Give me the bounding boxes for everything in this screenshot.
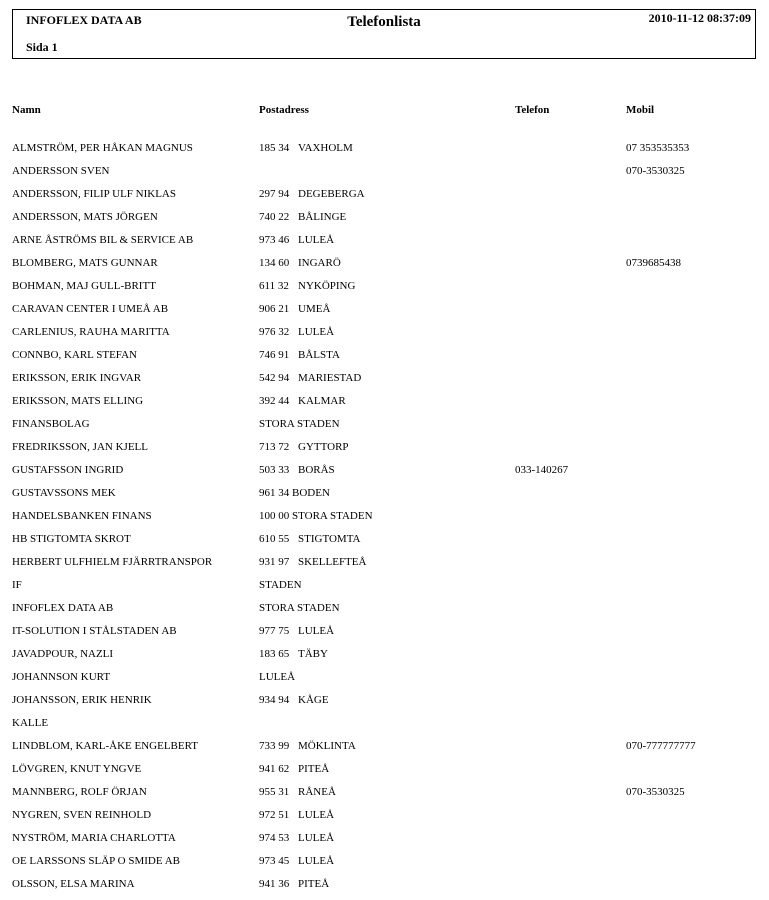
- postal-code: 713 72: [259, 441, 290, 453]
- contact-name: LINDBLOM, KARL-ÅKE ENGELBERT: [12, 740, 199, 752]
- postal-city: KALMAR: [298, 395, 346, 407]
- report-header: [12, 9, 756, 59]
- contact-name: OE LARSSONS SLÄP O SMIDE AB: [12, 855, 180, 867]
- mobile-number: 0739685438: [626, 257, 681, 269]
- contact-name: CONNBO, KARL STEFAN: [12, 349, 137, 361]
- postal-code: 977 75: [259, 625, 290, 637]
- postal-city: RÅNEÅ: [298, 786, 336, 798]
- table-row: [0, 394, 769, 417]
- contact-name: IF: [12, 579, 22, 591]
- table-row: [0, 325, 769, 348]
- contact-name: ANDERSSON, MATS JÖRGEN: [12, 211, 158, 223]
- postal-code: 503 33: [259, 464, 290, 476]
- contact-name: GUSTAVSSONS MEK: [12, 487, 116, 499]
- contact-name: ANDERSSON, FILIP ULF NIKLAS: [12, 188, 176, 200]
- table-row: [0, 302, 769, 325]
- table-row: [0, 785, 769, 808]
- table-row: [0, 877, 769, 900]
- mobile-number: 070-777777777: [626, 740, 696, 752]
- postal-city: DEGEBERGA: [298, 188, 365, 200]
- postal-code: 392 44: [259, 395, 290, 407]
- contact-name: CARLENIUS, RAUHA MARITTA: [12, 326, 170, 338]
- table-row: [0, 440, 769, 463]
- table-row: [0, 187, 769, 210]
- postal-code: 941 36: [259, 878, 290, 890]
- table-row: [0, 256, 769, 279]
- postal-city: LULEÅ: [298, 625, 335, 637]
- postal-city: NYKÖPING: [298, 280, 356, 292]
- contact-name: ARNE ÅSTRÖMS BIL & SERVICE AB: [12, 234, 194, 246]
- postal-city: BÅLSTA: [298, 349, 340, 361]
- page-number: Sida 1: [26, 40, 58, 54]
- postal-code: 610 55: [259, 533, 290, 545]
- postal-city: VAXHOLM: [298, 142, 353, 154]
- contact-name: ANDERSSON SVEN: [12, 165, 110, 177]
- postal-code: 955 31: [259, 786, 290, 798]
- table-row: [0, 808, 769, 831]
- contact-name: GUSTAFSSON INGRID: [12, 464, 124, 476]
- company-name: INFOFLEX DATA AB: [26, 13, 142, 27]
- postal-city: MÖKLINTA: [298, 740, 356, 752]
- contact-name: JAVADPOUR, NAZLI: [12, 648, 114, 660]
- table-row: [0, 279, 769, 302]
- table-row: [0, 739, 769, 762]
- mobile-number: 07 353535353: [626, 142, 690, 154]
- table-row: [0, 532, 769, 555]
- contact-name: ERIKSSON, ERIK INGVAR: [12, 372, 142, 384]
- contact-name: NYSTRÖM, MARIA CHARLOTTA: [12, 832, 176, 844]
- postal-city: LULEÅ: [298, 234, 335, 246]
- column-header-phone: Telefon: [515, 104, 550, 116]
- postal-code: STADEN: [259, 579, 302, 591]
- contact-name: JOHANSSON, ERIK HENRIK: [12, 694, 152, 706]
- contact-name: OLSSON, ELSA MARINA: [12, 878, 135, 890]
- table-row: [0, 164, 769, 187]
- postal-code: 976 32: [259, 326, 290, 338]
- contact-name: BOHMAN, MAJ GULL-BRITT: [12, 280, 156, 292]
- postal-city: PITEÅ: [298, 878, 330, 890]
- postal-city: SKELLEFTEÅ: [298, 556, 367, 568]
- postal-code: 740 22: [259, 211, 290, 223]
- table-row: [0, 670, 769, 693]
- postal-code: STORA STADEN: [259, 418, 340, 430]
- column-header-mobile: Mobil: [626, 104, 655, 116]
- report-timestamp: 2010-11-12 08:37:09: [648, 11, 751, 25]
- contact-name: NYGREN, SVEN REINHOLD: [12, 809, 152, 821]
- postal-city: BÅLINGE: [298, 211, 347, 223]
- table-row: [0, 578, 769, 601]
- postal-city: INGARÖ: [298, 257, 341, 269]
- postal-code: 185 34: [259, 142, 290, 154]
- table-row: [0, 716, 769, 739]
- postal-code: 297 94: [259, 188, 290, 200]
- postal-code: 973 46: [259, 234, 290, 246]
- contact-name: JOHANNSON KURT: [12, 671, 111, 683]
- postal-code: 100 00 STORA STADEN: [259, 510, 373, 522]
- contact-name: MANNBERG, ROLF ÖRJAN: [12, 786, 147, 798]
- postal-code: 961 34 BODEN: [259, 487, 330, 499]
- postal-city: PITEÅ: [298, 763, 330, 775]
- postal-code: STORA STADEN: [259, 602, 340, 614]
- postal-code: 974 53: [259, 832, 290, 844]
- contact-name: INFOFLEX DATA AB: [12, 602, 114, 614]
- postal-city: LULEÅ: [298, 326, 335, 338]
- column-header-address: Postadress: [259, 104, 309, 116]
- postal-city: KÅGE: [298, 694, 329, 706]
- table-row: [0, 509, 769, 532]
- postal-city: UMEÅ: [298, 303, 331, 315]
- postal-code: 941 62: [259, 763, 290, 775]
- table-row: [0, 762, 769, 785]
- postal-code: 746 91: [259, 349, 290, 361]
- postal-code: 183 65: [259, 648, 290, 660]
- contact-name: ALMSTRÖM, PER HÅKAN MAGNUS: [12, 142, 193, 154]
- report-title: Telefonlista: [347, 14, 421, 30]
- contact-list: [0, 141, 769, 900]
- table-row: [0, 463, 769, 486]
- table-row: [0, 601, 769, 624]
- table-row: [0, 417, 769, 440]
- table-row: [0, 348, 769, 371]
- postal-city: TÄBY: [298, 648, 328, 660]
- postal-code: 611 32: [259, 280, 289, 292]
- contact-name: ERIKSSON, MATS ELLING: [12, 395, 144, 407]
- table-row: [0, 233, 769, 256]
- postal-code: 934 94: [259, 694, 290, 706]
- postal-city: GYTTORP: [298, 441, 349, 453]
- contact-name: KALLE: [12, 717, 49, 729]
- postal-city: STIGTOMTA: [298, 533, 361, 545]
- table-row: [0, 624, 769, 647]
- postal-code: LULEÅ: [259, 671, 296, 683]
- contact-name: FREDRIKSSON, JAN KJELL: [12, 441, 148, 453]
- contact-name: HB STIGTOMTA SKROT: [12, 533, 131, 545]
- table-row: [0, 647, 769, 670]
- postal-city: LULEÅ: [298, 832, 335, 844]
- postal-city: LULEÅ: [298, 855, 335, 867]
- postal-code: 542 94: [259, 372, 290, 384]
- postal-city: BORÅS: [298, 464, 335, 476]
- contact-name: BLOMBERG, MATS GUNNAR: [12, 257, 158, 269]
- postal-code: 134 60: [259, 257, 290, 269]
- table-row: [0, 210, 769, 233]
- table-row: [0, 854, 769, 877]
- postal-code: 972 51: [259, 809, 290, 821]
- table-row: [0, 693, 769, 716]
- table-row: [0, 371, 769, 394]
- postal-code: 973 45: [259, 855, 290, 867]
- contact-name: IT-SOLUTION I STÅLSTADEN AB: [12, 625, 177, 637]
- postal-code: 931 97: [259, 556, 290, 568]
- postal-city: MARIESTAD: [298, 372, 362, 384]
- table-row: [0, 141, 769, 164]
- mobile-number: 070-3530325: [626, 786, 685, 798]
- mobile-number: 070-3530325: [626, 165, 685, 177]
- table-row: [0, 486, 769, 509]
- phone-number: 033-140267: [515, 464, 569, 476]
- table-row: [0, 555, 769, 578]
- contact-name: HERBERT ULFHIELM FJÄRRTRANSPOR: [12, 556, 213, 568]
- postal-code: 733 99: [259, 740, 290, 752]
- postal-code: 906 21: [259, 303, 290, 315]
- contact-name: CARAVAN CENTER I UMEÅ AB: [12, 303, 169, 315]
- contact-name: HANDELSBANKEN FINANS: [12, 510, 152, 522]
- column-header-name: Namn: [12, 104, 41, 116]
- contact-name: FINANSBOLAG: [12, 418, 90, 430]
- contact-name: LÖVGREN, KNUT YNGVE: [12, 763, 142, 775]
- table-row: [0, 831, 769, 854]
- postal-city: LULEÅ: [298, 809, 335, 821]
